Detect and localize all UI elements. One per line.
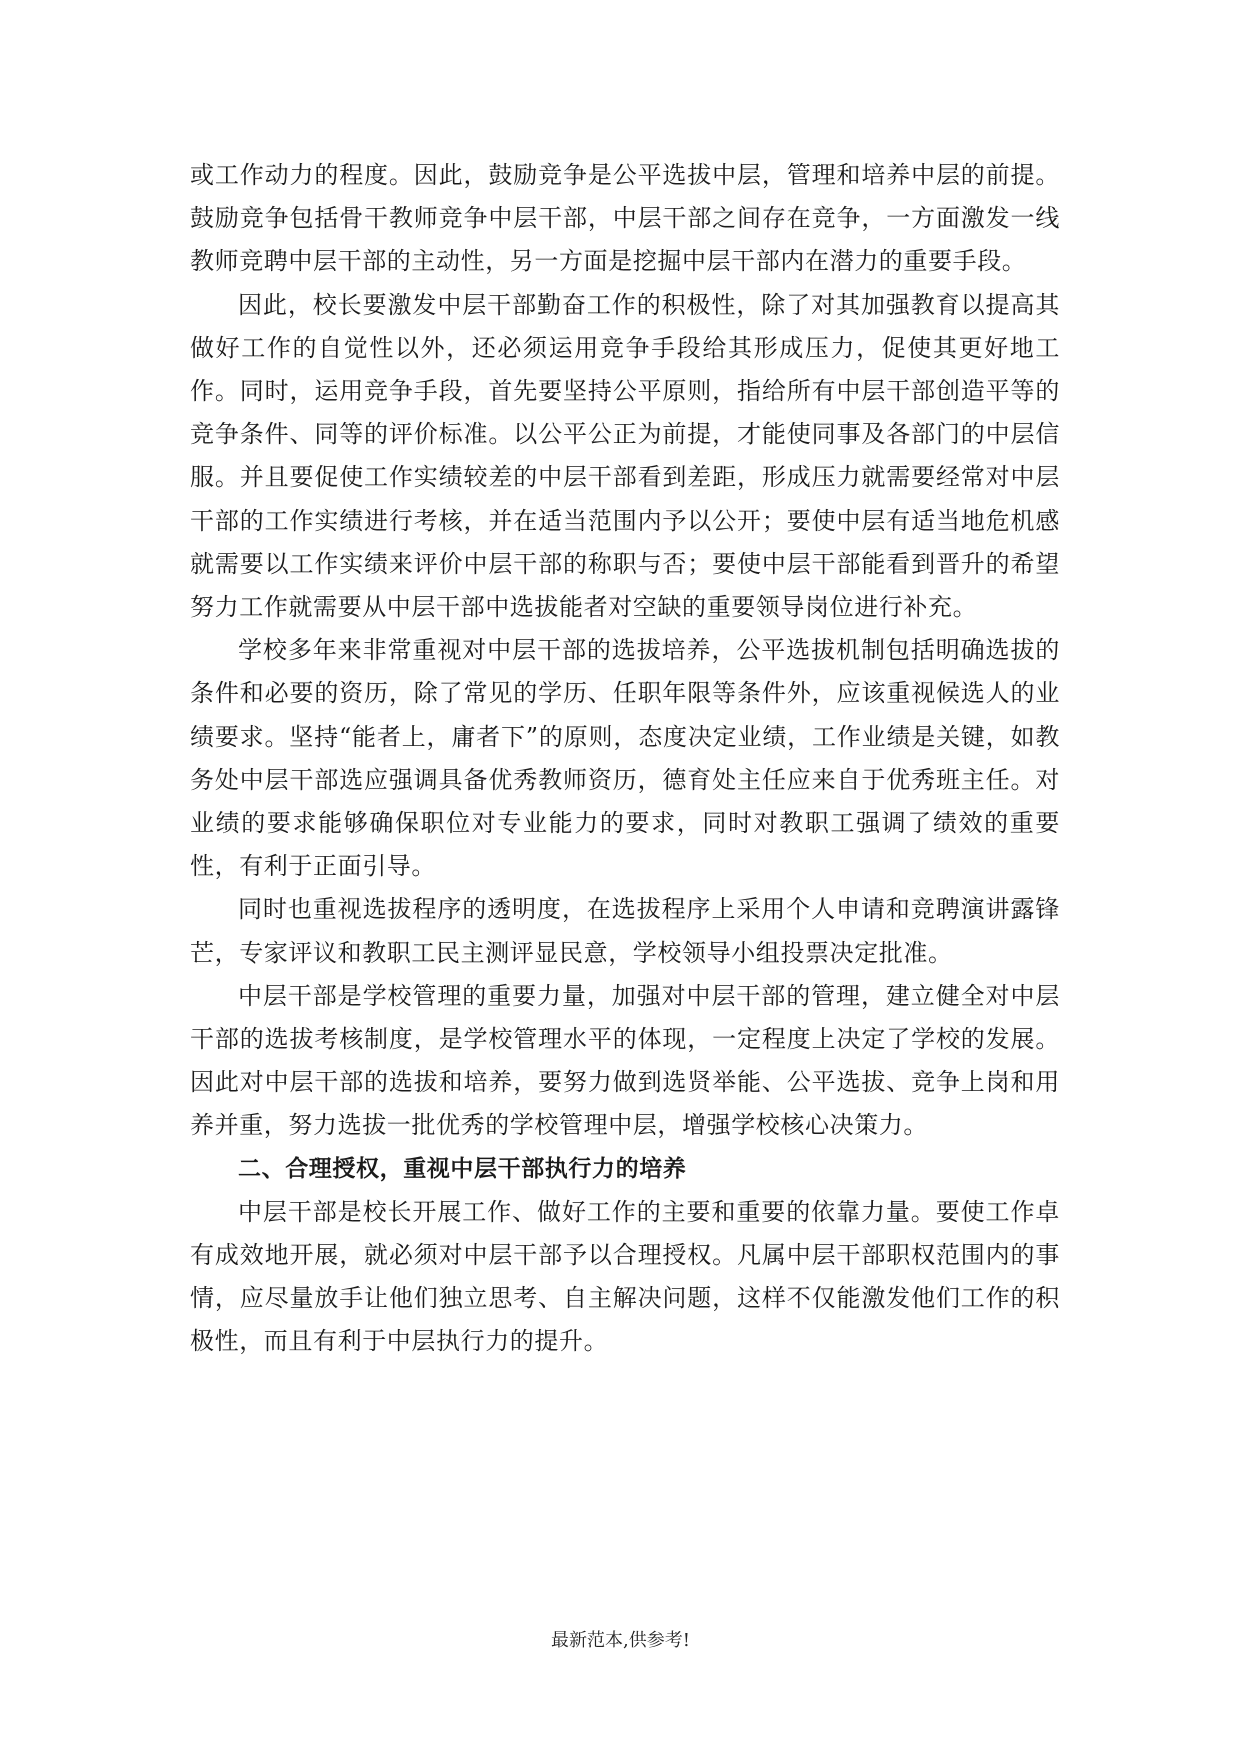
paragraph-competition: 因此，校长要激发中层干部勤奋工作的积极性，除了对其加强教育以提高其做好工作的自觉性以外，还必须运用竞争手段给其形成压力，促使其更好地工作。同时，运用竞争手段，首先要坚持公平原则，指给所有中层干部创造平等的竞争条件、同等的评价标准。以公平公正为前提，才能使同事及各部门的中层信服。并且要促使工作实绩较差的中层干部看到差距，形成压力就需要经常对中层干部的工作实绩进行考核，并在适当范围内予以公开；要使中层有适当地危机感就需要以工作实绩来评价中层干部的称职与否；要使中层干部能看到晋升的希望努力工作就需要从中层干部中选拔能者对空缺的重要领导岗位进行补充。 — [190, 290, 1060, 622]
paragraph-selection-mechanism: 学校多年来非常重视对中层干部的选拔培养，公平选拔机制包括明确选拔的条件和必要的资历，除了常见的学历、任职年限等条件外，应该重视候选人的业绩要求。坚持“能者上，庸者下”的原则，态度决定业绩，工作业绩是关键，如教务处中层干部选应强调具备优秀教师资历，德育处主任应来自于优秀班主任。对业绩的要求能够确保职位对专业能力的要求，同时对教职工强调了绩效的重要性，有利于正面引导。 — [190, 636, 1060, 881]
paragraph-middle-cadre-summary: 中层干部是学校管理的重要力量，加强对中层干部的管理，建立健全对中层干部的选拔考核制度，是学校管理水平的体现，一定程度上决定了学校的发展。因此对中层干部的选拔和培养，要努力做到选贤举能、公平选拔、竞争上岗和用养并重，努力选拔一批优秀的学校管理中层，增强学校核心决策力。 — [190, 981, 1060, 1140]
page-footer: 最新范本,供参考! — [551, 1630, 690, 1651]
paragraph-continued: 或工作动力的程度。因此，鼓励竞争是公平选拔中层，管理和培养中层的前提。鼓励竞争包括骨干教师竞争中层干部，中层干部之间存在竞争，一方面激发一线教师竞聘中层干部的主动性，另一方面是挖掘中层干部内在潜力的重要手段。 — [190, 161, 1060, 276]
document-body — [190, 154, 1060, 1364]
paragraph-authorization: 中层干部是校长开展工作、做好工作的主要和重要的依靠力量。要使工作卓有成效地开展，就必须对中层干部予以合理授权。凡属中层干部职权范围内的事情，应尽量放手让他们独立思考、自主解决问题，这样不仅能激发他们工作的积极性，而且有利于中层执行力的提升。 — [190, 1197, 1060, 1356]
section-heading: 二、合理授权，重视中层干部执行力的培养 — [238, 1155, 687, 1182]
paragraph-transparency: 同时也重视选拔程序的透明度，在选拔程序上采用个人申请和竞聘演讲露锋芒，专家评议和教职工民主测评显民意，学校领导小组投票决定批准。 — [190, 895, 1060, 967]
